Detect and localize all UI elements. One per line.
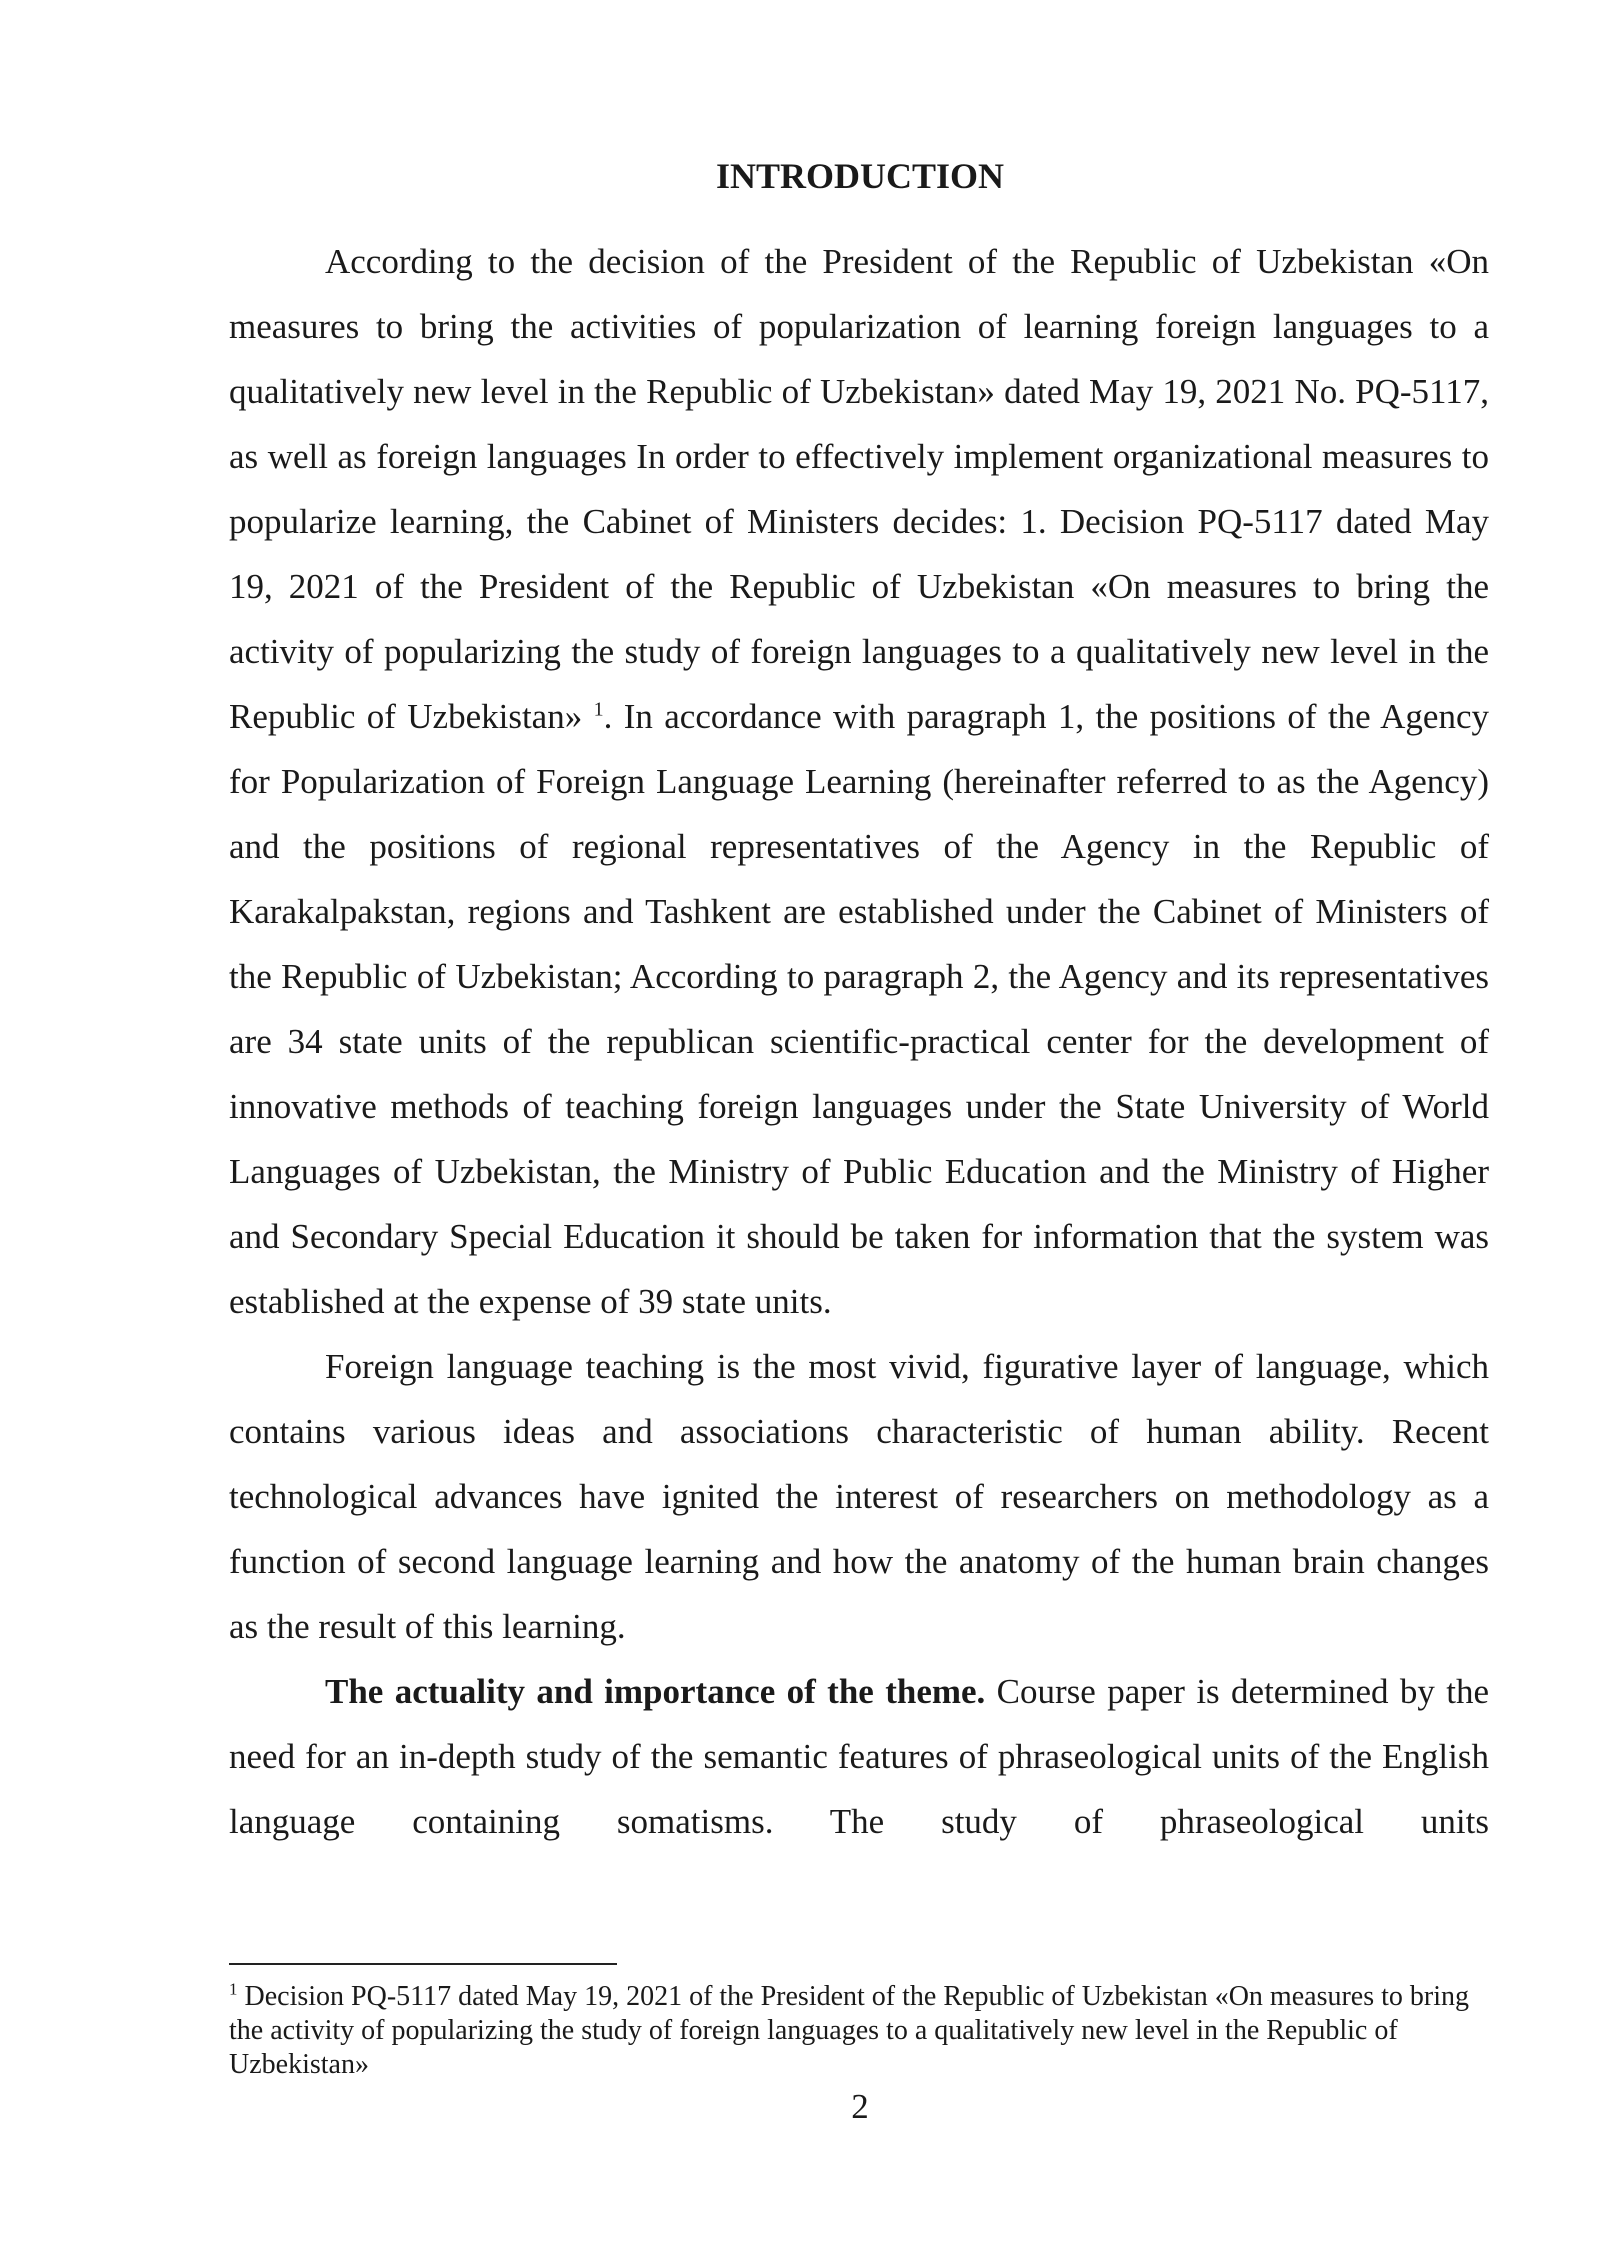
page-title: INTRODUCTION xyxy=(715,156,1005,196)
body-text xyxy=(229,229,1489,1854)
footnote-reference[interactable]: 1 xyxy=(593,698,604,721)
footnote-mark: 1 xyxy=(229,1979,238,1999)
footnote-divider xyxy=(229,1963,617,1965)
footnote-text: Decision PQ-5117 dated May 19, 2021 of the President of the Republic of Uzbekistan «On measures to bring the activity of popularizing the study of foreign languages to a qualitatively new level in the Republic of Uzbekistan» xyxy=(229,1981,1469,2080)
page-number: 2 xyxy=(851,2087,869,2126)
footnote xyxy=(229,1980,1489,2082)
paragraph-3 xyxy=(229,1659,1489,1854)
paragraph-3-text: Course paper is determined by the need for an in-depth study of the semantic features of phraseological units of the English language containing somatisms. The study of phraseological units xyxy=(229,1672,1489,1841)
paragraph-3-bold-lead: The actuality and importance of the theme. xyxy=(325,1672,986,1711)
paragraph-2: Foreign language teaching is the most vivid, figurative layer of language, which contains various ideas and associations characteristic of human ability. Recent technological advances have ignited the interest of researchers on methodology as a function of second language learning and how the anatomy of the human brain changes as the result of this learning. xyxy=(229,1347,1489,1646)
paragraph-1 xyxy=(229,229,1489,1334)
paragraph-1-text-before-ref: According to the decision of the President of the Republic of Uzbekistan «On measures to bring the activities of popularization of learning foreign languages to a qualitatively new level in the Republic of Uzbekistan» dated May 19, 2021 No. PQ-5117, as well as foreign languages In order to effectively implement organizational measures to popularize learning, the Cabinet of Ministers decides: 1. Decision PQ-5117 dated May 19, 2021 of the President of the Republic of Uzbekistan «On measures to bring the activity of popularizing the study of foreign languages to a qualitatively new level in the Republic of Uzbekistan» xyxy=(229,242,1489,736)
paragraph-1-text-after-ref: . In accordance with paragraph 1, the positions of the Agency for Popularization of Foreign Language Learning (hereinafter referred to as the Agency) and the positions of regional representatives of the Agency in the Republic of Karakalpakstan, regions and Tashkent are established under the Cabinet of Ministers of the Republic of Uzbekistan; According to paragraph 2, the Agency and its representatives are 34 state units of the republican scientific-practical center for the development of innovative methods of teaching foreign languages under the State University of World Languages of Uzbekistan, the Ministry of Public Education and the Ministry of Higher and Secondary Special Education it should be taken for information that the system was established at the expense of 39 state units. xyxy=(229,697,1489,1321)
